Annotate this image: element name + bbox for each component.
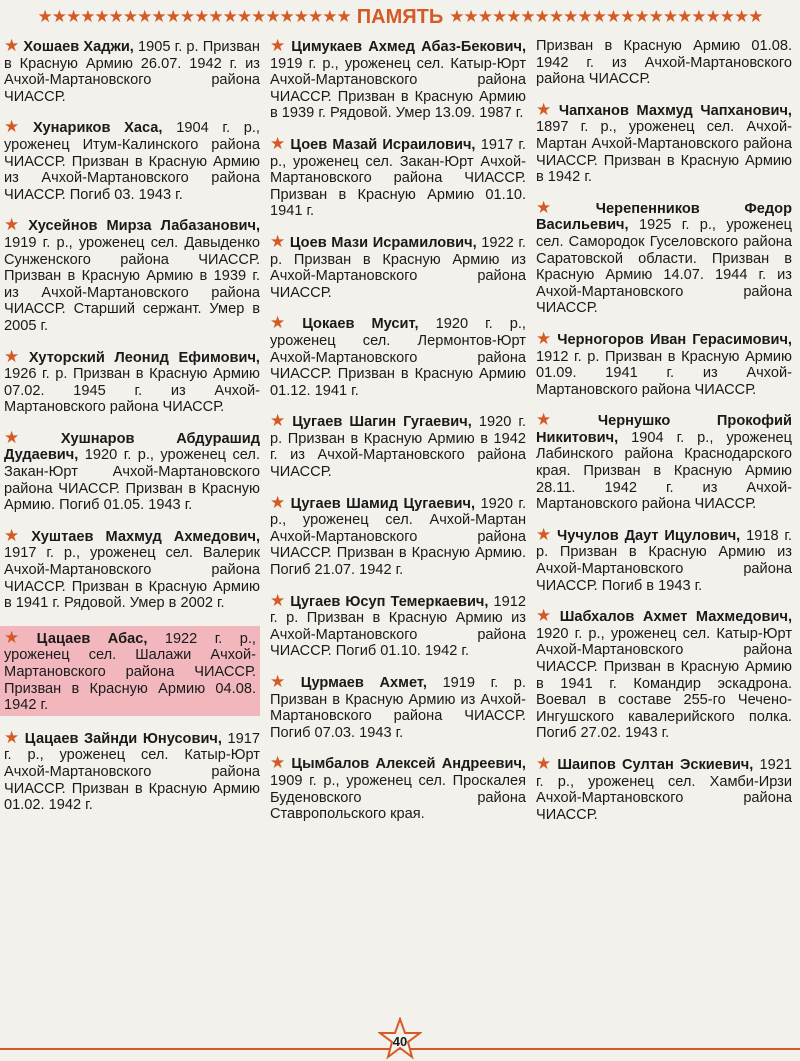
entry-text: 1917 г. р., уроженец сел. Валерик Ачхой-Мартановского района ЧИАССР. Призван в Красную Армию в 1941 г. Рядовой. Умер в 2002 г. bbox=[4, 545, 260, 612]
entry-text: 1912 г. р. Призван в Красную Армию 01.09. 1941 г. из Ачхой-Мартановского района ЧИАССР. bbox=[536, 348, 792, 398]
entry-name: Цугаев Шамид Цугаевич, bbox=[290, 495, 476, 512]
entry-name: Цоев Мазай Исраилович, bbox=[290, 136, 476, 153]
memorial-entry bbox=[270, 133, 526, 220]
memorial-entry bbox=[4, 346, 260, 416]
section-title: ПАМЯТЬ bbox=[356, 5, 444, 28]
star-icon: ★ bbox=[270, 492, 287, 512]
star-icon: ★ bbox=[270, 36, 288, 55]
entry-name: Цоев Мази Исрамилович, bbox=[289, 234, 477, 251]
memorial-entry bbox=[270, 590, 526, 660]
entry-text: 1920 г. р., уроженец сел. Закан-Юрт Ачхой-Мартановского района ЧИАССР. Призван в Красную Армию. Погиб 01.05. 1943 г. bbox=[4, 447, 260, 514]
entry-text: 1905 г. р. Призван в Красную Армию 26.07. 1942 г. из Ачхой-Мартановского района ЧИАССР. bbox=[4, 39, 260, 105]
memorial-entry bbox=[536, 524, 792, 594]
entry-continuation: Призван в Красную Армию 01.08. 1942 г. из Ачхой-Мартановского района ЧИАССР. bbox=[536, 38, 792, 88]
memorial-entry bbox=[536, 608, 792, 742]
star-icon: ★ bbox=[270, 231, 286, 251]
entry-text: 1919 г. р. Призван в Красную Армию из Ачхой-Мартановского района ЧИАССР. Погиб 07.03. 1943 г. bbox=[270, 675, 526, 741]
entry-name: Шабхалов Ахмет Махмедович, bbox=[559, 609, 792, 626]
entry-name: Хунариков Хаса, bbox=[32, 120, 163, 137]
memorial-entry bbox=[0, 626, 260, 716]
memorial-entry bbox=[4, 525, 260, 612]
memorial-entry bbox=[4, 427, 260, 514]
star-icon: ★ bbox=[270, 753, 288, 773]
entry-name: Хусейнов Мирза Лабазанович, bbox=[28, 218, 260, 235]
entry-text: 1917 г. р., уроженец сел. Закан-Юрт Ачхой-Мартановского района ЧИАССР. Призван в Красную Армию 01.10. 1941 г. bbox=[270, 136, 526, 220]
entry-name: Цугаев Шагин Гугаевич, bbox=[292, 414, 472, 431]
star-icon: ★ bbox=[270, 672, 297, 691]
entry-name: Чернушко Прокофий Никитович, bbox=[536, 413, 792, 446]
star-icon: ★ bbox=[4, 36, 20, 55]
entry-name: Черногоров Иван Герасимович, bbox=[557, 331, 792, 348]
memorial-entry bbox=[270, 492, 527, 579]
entry-name: Цимукаев Ахмед Абаз-Бекович, bbox=[291, 39, 527, 55]
entry-text: 1922 г. р. Призван в Красную Армию из Ачхой-Мартановского района ЧИАССР. bbox=[270, 234, 526, 301]
entry-text: 1921 г. р., уроженец сел. Хамби-Ирзи Ачхой-Мартановского района ЧИАССР. bbox=[536, 756, 792, 823]
entry-text: 1918 г. р. Призван в Красную Армию из Ачхой-Мартановского района ЧИАССР. Погиб в 1943 г. bbox=[536, 527, 792, 594]
star-icon: ★ bbox=[270, 590, 287, 610]
entry-text: 1919 г. р., уроженец сел. Давыденко Сунженского района ЧИАССР. Призван в Красную Армию в 1939 г. из Ачхой-Мартановского района ЧИАССР. Старший сержант. Умер в 2005 г. bbox=[4, 234, 260, 334]
entry-name: Хуторский Леонид Ефимович, bbox=[28, 349, 260, 366]
entry-text: 1909 г. р., уроженец сел. Проскалея Буденовского района Ставропольского края. bbox=[270, 772, 526, 823]
entry-name: Хуштаев Махмуд Ахмедович, bbox=[31, 528, 260, 545]
entry-text: 1920 г. р., уроженец сел. Ачхой-Мартан Ачхой-Мартановского района ЧИАССР. Призван в Красную Армию. Погиб 21.07. 1942 г. bbox=[270, 495, 527, 579]
star-icon: ★ bbox=[270, 313, 299, 333]
star-icon: ★ bbox=[4, 117, 29, 137]
page-header bbox=[0, 0, 800, 34]
entry-text: 1922 г. р., уроженец сел. Шалажи Ачхой-Мартановского района ЧИАССР. Призван в Красную Армию 04.08. 1942 г. bbox=[4, 630, 256, 714]
star-icon: ★ bbox=[536, 410, 594, 430]
entry-text: 1920 г. р., уроженец сел. Лермонтов-Юрт Ачхой-Мартановского района ЧИАССР. Призван в Красную Армию 01.12. 1941 г. bbox=[270, 316, 526, 399]
entry-name: Чапханов Махмуд Чапханович, bbox=[558, 102, 792, 119]
memorial-entry bbox=[536, 412, 792, 513]
entry-text: 1917 г. р., уроженец сел. Катыр-Юрт Ачхой-Мартановского района ЧИАССР. Призван в Красную Армию 01.02. 1942 г. bbox=[4, 730, 260, 814]
star-icon: ★ bbox=[536, 753, 554, 773]
column-3 bbox=[536, 38, 792, 837]
page-number-star-icon bbox=[378, 1017, 422, 1061]
entry-name: Хушнаров Абдурашид Дудаевич, bbox=[4, 430, 260, 464]
memorial-entry bbox=[536, 753, 792, 823]
memorial-entry bbox=[4, 119, 260, 203]
entry-name: Шаипов Султан Эскиевич, bbox=[557, 756, 754, 773]
memorial-columns bbox=[4, 38, 794, 837]
memorial-entry bbox=[536, 99, 792, 186]
memorial-entry bbox=[270, 315, 526, 399]
entry-name: Цугаев Юсуп Темеркаевич, bbox=[290, 593, 489, 610]
entry-text: 1904 г. р., уроженец Итум-Калинского района ЧИАССР. Призван в Красную Армию из Ачхой-Мартановского района ЧИАССР. Погиб 03. 1943 г. bbox=[4, 120, 260, 203]
memorial-entry bbox=[536, 197, 792, 317]
memorial-entry bbox=[536, 328, 792, 398]
entry-name: Цурмаев Ахмет, bbox=[300, 675, 427, 691]
entry-text: 1925 г. р., уроженец сел. Самородок Гуселовского района Саратовской области. Призван в Красную Армию 14.07. 1944 г. из Ачхой-Мартановского района ЧИАССР. bbox=[536, 217, 792, 317]
memorial-entry bbox=[270, 231, 526, 301]
memorial-entry bbox=[270, 413, 526, 480]
memorial-entry bbox=[4, 217, 260, 334]
star-icon: ★ bbox=[4, 346, 25, 366]
entry-name: Цокаев Мусит, bbox=[302, 316, 419, 333]
entry-text: 1920 г. р., уроженец сел. Катыр-Юрт Ачхой-Мартановского района ЧИАССР. Призван в Красную Армию в 1941 г. Командир эскадрона. Воевал в составе 255-го Чечено-Ингушского кавалерийского полка. Погиб 27.02. 1943 г. bbox=[536, 625, 792, 742]
entry-text: 1919 г. р., уроженец сел. Катыр-Юрт Ачхой-Мартановского района ЧИАССР. Призван в Красную Армию в 1939 г. Рядовой. Умер 13.09. 1987 г. bbox=[270, 55, 526, 122]
column-2 bbox=[270, 38, 526, 837]
star-icon: ★ bbox=[536, 524, 554, 544]
header-stars-left: ★★★★★★★★★★★★★★★★★★★★★★ bbox=[37, 7, 351, 26]
star-icon: ★ bbox=[4, 627, 33, 647]
star-icon: ★ bbox=[4, 427, 57, 447]
entry-text: 1926 г. р. Призван в Красную Армию 07.02. 1945 г. из Ачхой-Мартановского района ЧИАССР. bbox=[4, 366, 260, 416]
star-icon: ★ bbox=[4, 525, 28, 545]
memorial-entry bbox=[270, 674, 526, 741]
memorial-entry bbox=[4, 38, 260, 105]
memorial-entry bbox=[270, 755, 526, 822]
memorial-entry bbox=[270, 38, 526, 122]
entry-name: Чучулов Даут Ицулович, bbox=[557, 527, 741, 544]
entry-name: Хошаев Хаджи, bbox=[23, 39, 134, 55]
memorial-entry bbox=[4, 727, 260, 814]
page-number: 40 bbox=[392, 1033, 408, 1049]
entry-text: 1920 г. р. Призван в Красную Армию в 1942 г. из Ачхой-Мартановского района ЧИАССР. bbox=[270, 414, 526, 481]
star-icon: ★ bbox=[536, 328, 554, 348]
star-icon: ★ bbox=[270, 411, 289, 431]
entry-name: Цымбалов Алексей Андреевич, bbox=[291, 756, 526, 773]
entry-text: 1897 г. р., уроженец сел. Ачхой-Мартан Ачхой-Мартановского района ЧИАССР. Призван в Красную Армию в 1942 г. bbox=[536, 119, 792, 186]
column-1 bbox=[4, 38, 260, 837]
star-icon: ★ bbox=[536, 197, 592, 217]
header-stars-right: ★★★★★★★★★★★★★★★★★★★★★★ bbox=[449, 7, 763, 26]
entry-text: 1912 г. р. Призван в Красную Армию из Ачхой-Мартановского района ЧИАССР. Погиб 01.10. 1942 г. bbox=[270, 593, 526, 660]
entry-text: 1904 г. р., уроженец Лабинского района Краснодарского края. Призван в Красную Армию 28.11. 1942 г. из Ачхой-Мартановского района ЧИАССР. bbox=[536, 429, 792, 513]
star-icon: ★ bbox=[536, 606, 556, 626]
star-icon: ★ bbox=[536, 99, 555, 119]
page-footer bbox=[0, 1018, 800, 1060]
entry-name: Цацаев Зайнди Юнусович, bbox=[24, 730, 222, 747]
star-icon: ★ bbox=[4, 215, 25, 235]
star-icon: ★ bbox=[4, 727, 21, 747]
star-icon: ★ bbox=[270, 133, 287, 153]
entry-name: Черепенников Федор Васильевич, bbox=[536, 200, 792, 234]
entry-name: Цацаев Абас, bbox=[36, 630, 148, 647]
